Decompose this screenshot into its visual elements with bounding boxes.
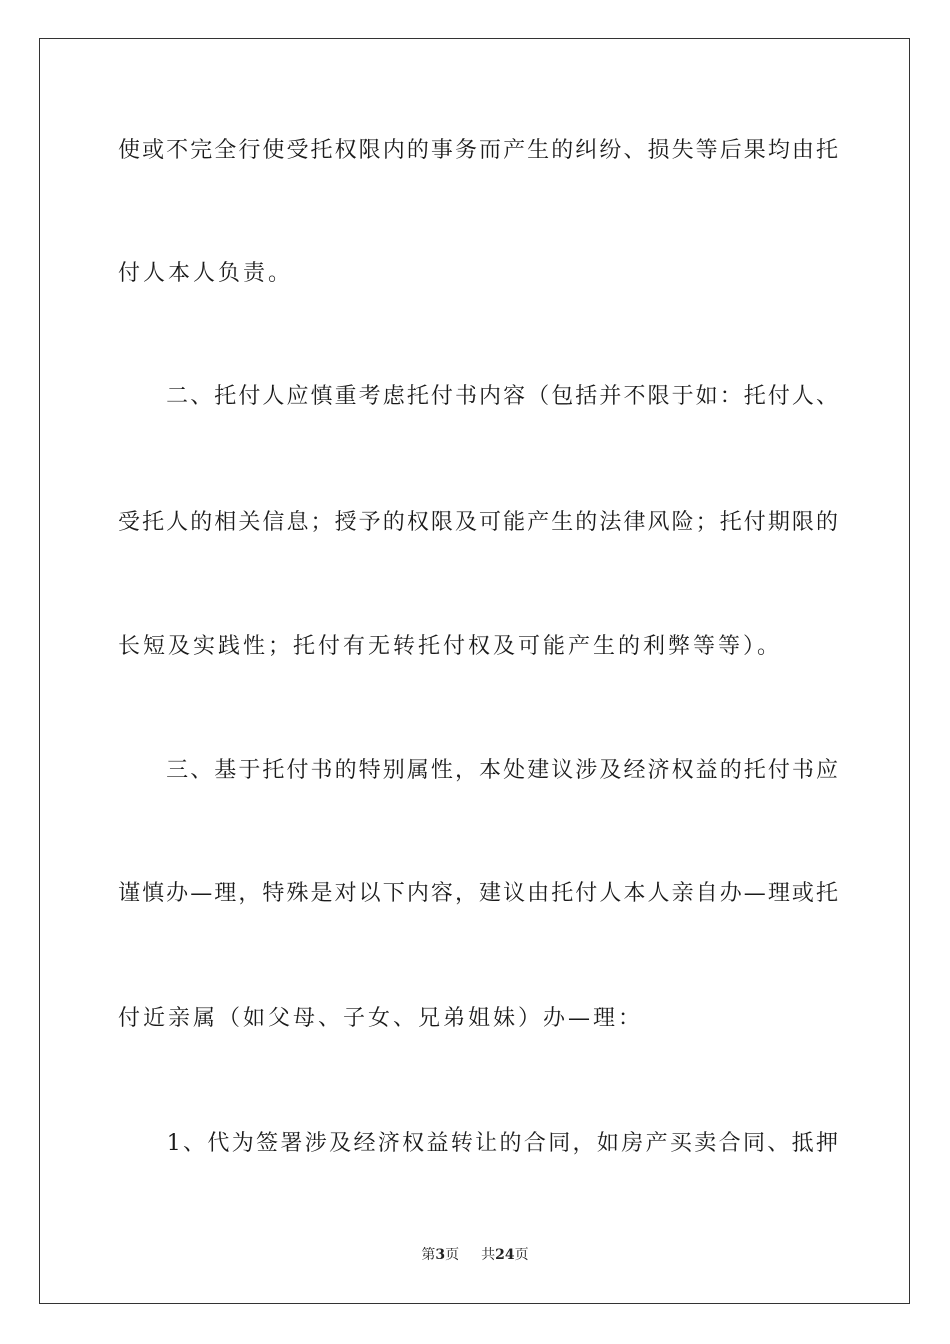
text-line-3: 二、托付人应慎重考虑托付书内容（包括并不限于如：托付人、 xyxy=(118,384,838,409)
text-line-4: 受托人的相关信息；授予的权限及可能产生的法律风险；托付期限的 xyxy=(118,510,838,535)
text-line-9: 1、代为签署涉及经济权益转让的合同，如房产买卖合同、抵押 xyxy=(118,1131,838,1156)
text-line-1: 使或不完全行使受托权限内的事务而产生的纠纷、损失等后果均由托 xyxy=(118,138,838,163)
total-prefix: 共 xyxy=(481,1247,496,1263)
page-prefix: 第 xyxy=(421,1247,436,1263)
page-suffix: 页 xyxy=(445,1247,460,1263)
total-pages: 24 xyxy=(495,1247,515,1263)
total-suffix: 页 xyxy=(514,1247,529,1263)
text-line-6: 三、基于托付书的特别属性，本处建议涉及经济权益的托付书应 xyxy=(118,758,838,783)
text-line-8: 付近亲属（如父母、子女、兄弟姐妹）办—理： xyxy=(118,1006,644,1031)
text-line-7: 谨慎办—理，特殊是对以下内容，建议由托付人本人亲自办—理或托 xyxy=(118,881,838,906)
page-border xyxy=(39,38,910,1304)
text-line-2: 付人本人负责。 xyxy=(118,261,294,286)
page-footer xyxy=(0,1245,950,1265)
text-line-5: 长短及实践性；托付有无转托付权及可能产生的利弊等等）。 xyxy=(118,634,783,659)
page-number: 3 xyxy=(435,1247,446,1263)
